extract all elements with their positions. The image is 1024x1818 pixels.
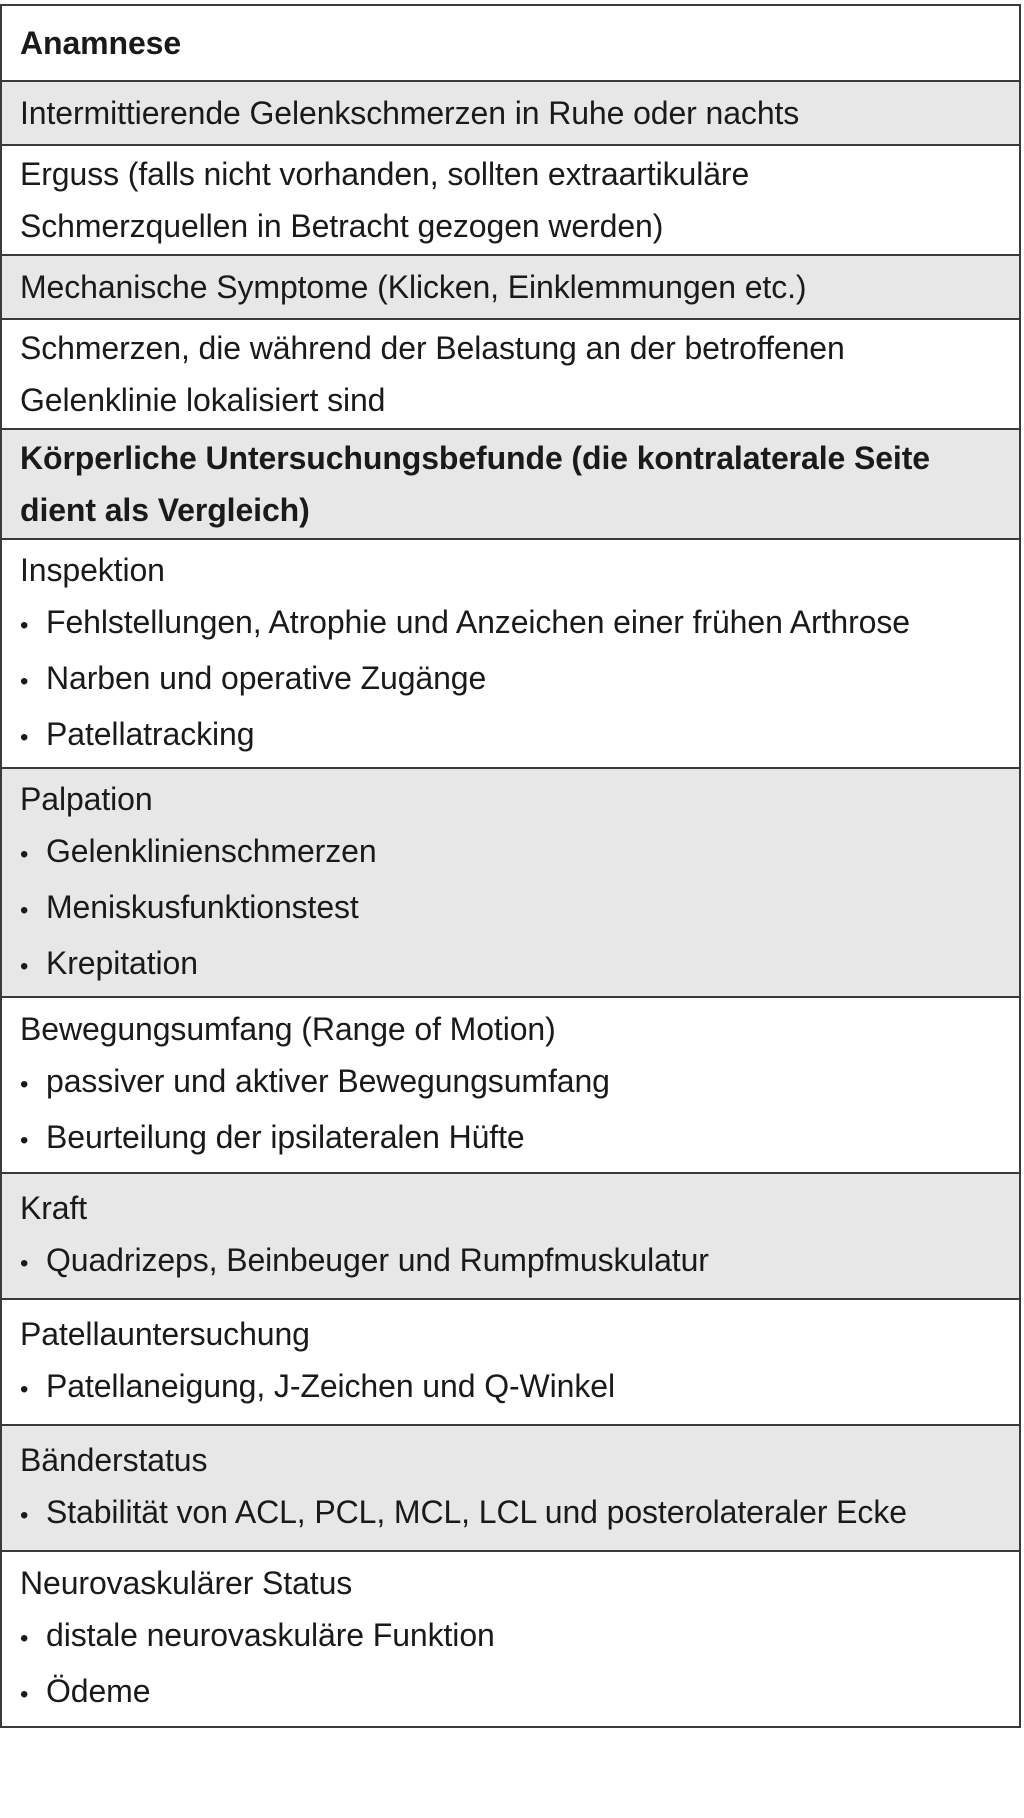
bullet-icon: • <box>20 1250 29 1277</box>
bullet-icon: • <box>20 667 29 695</box>
list-item <box>20 1111 999 1167</box>
list-item <box>20 1055 999 1111</box>
bullet-icon: • <box>20 1681 29 1708</box>
list-item <box>20 1665 999 1721</box>
list-item <box>20 652 999 708</box>
bullet-icon: • <box>20 723 29 751</box>
row-line: Schmerzen, die während der Belastung an der betroffenen <box>20 330 845 366</box>
row-line: Bänderstatus <box>20 1442 208 1478</box>
row-line: Körperliche Untersuchungsbefunde (die kontralaterale Seite <box>20 440 930 476</box>
bullet-icon: • <box>20 1625 29 1652</box>
list-item <box>20 1234 999 1290</box>
list-item-text: distale neurovaskuläre Funktion <box>46 1617 495 1653</box>
list-item-text: Krepitation <box>46 944 198 981</box>
table-row <box>2 1426 1019 1552</box>
bullet-icon: • <box>20 1071 29 1098</box>
table-row <box>2 540 1019 769</box>
table-row-exam-header <box>2 430 1019 540</box>
row-line: Palpation <box>20 780 153 817</box>
list-item-text: Fehlstellungen, Atrophie und Anzeichen einer frühen Arthrose <box>46 603 910 640</box>
table-row <box>2 998 1019 1174</box>
list-item <box>20 1360 999 1416</box>
table-row <box>2 82 1019 146</box>
list-item-text: Narben und operative Zugänge <box>46 659 487 696</box>
table-row <box>2 1552 1019 1726</box>
list-item <box>20 708 999 764</box>
list-item-text: Gelenklinienschmerzen <box>46 832 377 869</box>
list-item-text: Ödeme <box>46 1673 151 1709</box>
table-row <box>2 1174 1019 1300</box>
row-line: Intermittierende Gelenkschmerzen in Ruhe oder nachts <box>20 95 800 131</box>
row-line: Mechanische Symptome (Klicken, Einklemmungen etc.) <box>20 269 807 305</box>
table-row-anamnese-header <box>2 6 1019 82</box>
row-line: Erguss (falls nicht vorhanden, sollten extraartikuläre <box>20 156 750 192</box>
row-line: Anamnese <box>20 25 182 61</box>
row-line: Kraft <box>20 1190 88 1226</box>
list-item <box>20 596 999 652</box>
row-line: Bewegungsumfang (Range of Motion) <box>20 1011 556 1047</box>
row-line: Neurovaskulärer Status <box>20 1565 353 1601</box>
row-line: Patellauntersuchung <box>20 1316 310 1352</box>
bullet-icon: • <box>20 840 29 868</box>
table-row <box>2 146 1019 256</box>
bullet-icon: • <box>20 1376 29 1403</box>
table-row <box>2 320 1019 430</box>
row-line: Gelenklinie lokalisiert sind <box>20 382 386 418</box>
findings-table <box>0 4 1021 1728</box>
bullet-icon: • <box>20 896 29 924</box>
row-line: dient als Vergleich) <box>20 492 310 528</box>
list-item-text: Patellaneigung, J-Zeichen und Q-Winkel <box>46 1368 615 1404</box>
list-item <box>20 881 999 937</box>
list-item <box>20 825 999 881</box>
list-item <box>20 1486 999 1542</box>
list-item-text: Meniskusfunktionstest <box>46 888 359 925</box>
bullet-icon: • <box>20 1502 29 1529</box>
list-item-text: Beurteilung der ipsilateralen Hüfte <box>46 1119 525 1155</box>
table-row <box>2 1300 1019 1426</box>
list-item-text: Stabilität von ACL, PCL, MCL, LCL und posterolateraler Ecke <box>46 1494 907 1530</box>
bullet-icon: • <box>20 611 29 639</box>
table-row <box>2 769 1019 998</box>
bullet-icon: • <box>20 1127 29 1154</box>
bullet-icon: • <box>20 952 29 980</box>
row-line: Inspektion <box>20 551 165 588</box>
list-item-text: Patellatracking <box>46 715 255 752</box>
table-row <box>2 256 1019 320</box>
list-item <box>20 937 999 993</box>
list-item <box>20 1609 999 1665</box>
list-item-text: passiver und aktiver Bewegungsumfang <box>46 1063 610 1099</box>
list-item-text: Quadrizeps, Beinbeuger und Rumpfmuskulatur <box>46 1242 709 1278</box>
row-line: Schmerzquellen in Betracht gezogen werden) <box>20 208 664 244</box>
